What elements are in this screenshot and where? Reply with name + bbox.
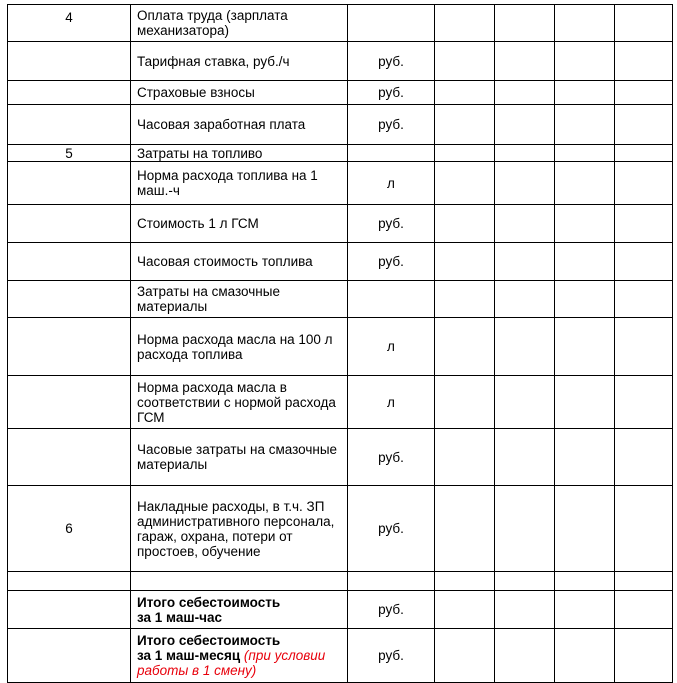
value-cell — [615, 205, 673, 243]
row-number — [8, 205, 131, 243]
table-row — [8, 81, 673, 105]
value-cell — [555, 81, 615, 105]
row-name — [131, 572, 348, 591]
value-cell — [615, 42, 673, 81]
value-cell — [555, 162, 615, 205]
value-cell — [435, 281, 495, 318]
value-cell — [495, 281, 555, 318]
row-unit: руб. — [348, 105, 435, 145]
table-row — [8, 318, 673, 376]
value-cell — [435, 318, 495, 376]
value-cell — [555, 105, 615, 145]
value-cell — [615, 376, 673, 429]
row-unit: руб. — [348, 629, 435, 683]
row-number — [8, 591, 131, 629]
table-row — [8, 281, 673, 318]
row-name: Накладные расходы, в т.ч. ЗП административного персонала, гараж, охрана, потери от простоев, обучение — [131, 486, 348, 572]
total-label-line1: Итого себестоимость — [137, 594, 281, 610]
value-cell — [495, 629, 555, 683]
value-cell — [555, 318, 615, 376]
table-row — [8, 243, 673, 281]
row-number: 5 — [8, 145, 131, 162]
row-unit — [348, 572, 435, 591]
value-cell — [555, 376, 615, 429]
value-cell — [615, 429, 673, 486]
row-number — [8, 629, 131, 683]
row-name — [131, 591, 348, 629]
value-cell — [495, 105, 555, 145]
value-cell — [435, 376, 495, 429]
value-cell — [615, 629, 673, 683]
row-name: Страховые взносы — [131, 81, 348, 105]
value-cell — [435, 205, 495, 243]
value-cell — [495, 42, 555, 81]
value-cell — [615, 145, 673, 162]
value-cell — [555, 281, 615, 318]
row-number — [8, 105, 131, 145]
value-cell — [435, 429, 495, 486]
row-unit — [348, 5, 435, 42]
value-cell — [615, 81, 673, 105]
table-row — [8, 145, 673, 162]
value-cell — [495, 572, 555, 591]
row-unit: руб. — [348, 205, 435, 243]
value-cell — [435, 5, 495, 42]
value-cell — [495, 205, 555, 243]
value-cell — [555, 42, 615, 81]
row-name: Часовая заработная плата — [131, 105, 348, 145]
row-number — [8, 318, 131, 376]
value-cell — [435, 42, 495, 81]
value-cell — [555, 243, 615, 281]
row-number — [8, 162, 131, 205]
table-row — [8, 105, 673, 145]
row-number: 6 — [8, 486, 131, 572]
value-cell — [495, 81, 555, 105]
value-cell — [615, 243, 673, 281]
value-cell — [435, 243, 495, 281]
value-cell — [615, 5, 673, 42]
total-label-line2: за 1 маш-час — [137, 609, 222, 625]
row-unit: руб. — [348, 81, 435, 105]
value-cell — [435, 629, 495, 683]
cost-table — [7, 4, 673, 683]
value-cell — [495, 5, 555, 42]
value-cell — [615, 486, 673, 572]
value-cell — [435, 81, 495, 105]
value-cell — [495, 591, 555, 629]
row-name: Затраты на топливо — [131, 145, 348, 162]
value-cell — [435, 105, 495, 145]
row-unit: л — [348, 162, 435, 205]
value-cell — [615, 318, 673, 376]
table-row — [8, 629, 673, 683]
table-row — [8, 591, 673, 629]
row-unit — [348, 145, 435, 162]
table-row — [8, 376, 673, 429]
row-number — [8, 429, 131, 486]
value-cell — [495, 486, 555, 572]
value-cell — [555, 429, 615, 486]
value-cell — [495, 243, 555, 281]
value-cell — [555, 5, 615, 42]
value-cell — [495, 318, 555, 376]
table-row — [8, 429, 673, 486]
value-cell — [555, 591, 615, 629]
row-name: Часовая стоимость топлива — [131, 243, 348, 281]
row-name — [131, 629, 348, 683]
row-unit: л — [348, 318, 435, 376]
table-row — [8, 5, 673, 42]
row-unit: руб. — [348, 243, 435, 281]
total-label-line2: за 1 маш-месяц — [137, 648, 241, 663]
row-unit: руб. — [348, 486, 435, 572]
value-cell — [615, 591, 673, 629]
table-row — [8, 162, 673, 205]
value-cell — [555, 629, 615, 683]
row-unit — [348, 281, 435, 318]
row-unit: л — [348, 376, 435, 429]
total-label-line1: Итого себестоимость — [137, 633, 281, 648]
value-cell — [435, 162, 495, 205]
value-cell — [435, 486, 495, 572]
row-name: Норма расхода масла в соответствии с нормой расхода ГСМ — [131, 376, 348, 429]
value-cell — [555, 486, 615, 572]
row-name: Тарифная ставка, руб./ч — [131, 42, 348, 81]
value-cell — [555, 572, 615, 591]
row-name: Норма расхода топлива на 1 маш.-ч — [131, 162, 348, 205]
table-row — [8, 42, 673, 81]
row-number — [8, 281, 131, 318]
row-name: Норма расхода масла на 100 л расхода топлива — [131, 318, 348, 376]
value-cell — [555, 145, 615, 162]
total-note: (при условии работы в 1 смену) — [137, 648, 326, 678]
row-name: Оплата труда (зарплата механизатора) — [131, 5, 348, 42]
row-name: Часовые затраты на смазочные материалы — [131, 429, 348, 486]
row-number — [8, 376, 131, 429]
value-cell — [495, 376, 555, 429]
value-cell — [495, 162, 555, 205]
row-number — [8, 42, 131, 81]
row-unit: руб. — [348, 591, 435, 629]
value-cell — [435, 591, 495, 629]
row-unit: руб. — [348, 429, 435, 486]
table-row — [8, 486, 673, 572]
row-number — [8, 572, 131, 591]
row-number: 4 — [8, 5, 131, 42]
value-cell — [615, 572, 673, 591]
value-cell — [435, 572, 495, 591]
table-row — [8, 205, 673, 243]
value-cell — [615, 105, 673, 145]
row-name: Стоимость 1 л ГСМ — [131, 205, 348, 243]
value-cell — [615, 281, 673, 318]
row-number — [8, 243, 131, 281]
row-name: Затраты на смазочные материалы — [131, 281, 348, 318]
value-cell — [615, 162, 673, 205]
value-cell — [555, 205, 615, 243]
row-unit: руб. — [348, 42, 435, 81]
table-row — [8, 572, 673, 591]
row-number — [8, 81, 131, 105]
value-cell — [495, 145, 555, 162]
value-cell — [495, 429, 555, 486]
value-cell — [435, 145, 495, 162]
